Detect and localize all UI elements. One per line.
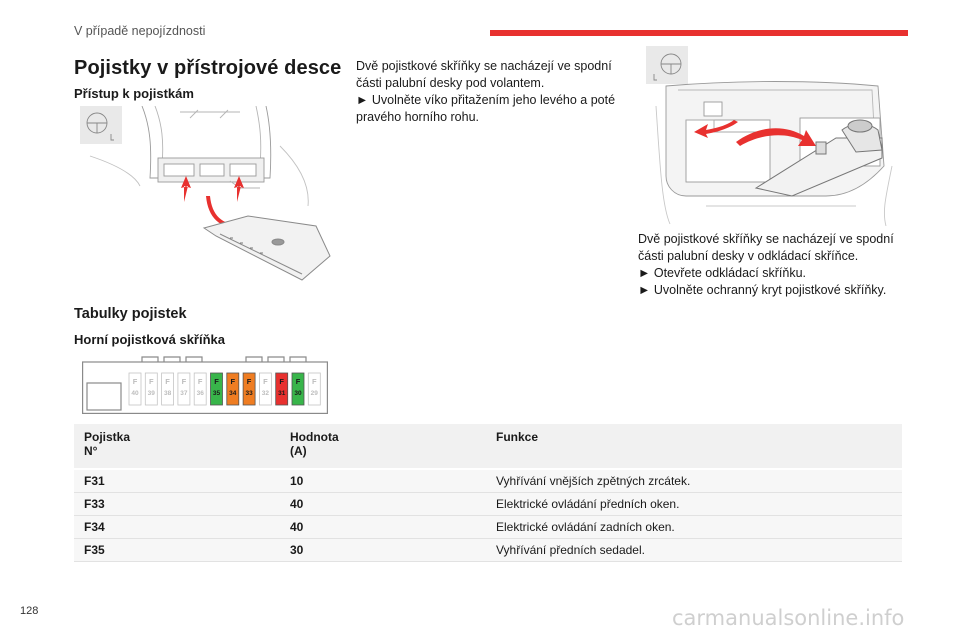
fuse-33 [243,373,255,405]
fuse-letter: F [214,377,219,386]
intro-line: ► Uvolněte víko přitažením jeho levého a poté [356,93,616,107]
fuse-29 [308,373,320,405]
fuse-number: 40 [131,390,139,397]
dashboard-fuse-cover-illustration [80,106,335,286]
fuse-number: 32 [261,390,270,397]
fuse-letter: F [149,377,154,386]
header-accent-bar [490,30,908,36]
fuse-31 [276,373,288,405]
header-line: Hodnota [290,430,339,444]
section-header: V případě nepojízdnosti [74,24,206,38]
fuse-letter: F [279,377,284,386]
cell-value: 10 [280,469,486,493]
header-fuse-no [74,424,280,469]
intro-line: části palubní desky pod volantem. [356,76,545,90]
fuse-30 [292,373,304,405]
header-value [280,424,486,469]
header-line: Pojistka [84,430,131,444]
fuse-34 [227,373,239,405]
cell-function: Vyhřívání vnějších zpětných zrcátek. [486,469,902,493]
table-row [74,493,902,516]
intro-line: Dvě pojistkové skříňky se nacházejí ve spodní [356,59,612,73]
page-title: Pojistky v přístrojové desce [74,57,342,79]
glovebox-line: ► Otevřete odkládací skříňku. [638,266,806,280]
cell-fuse: F31 [74,469,280,493]
intro-line: pravého horního rohu. [356,110,480,124]
fuse-letter: F [295,377,301,386]
fuse-letter: F [165,377,170,386]
table-row [74,469,902,493]
fuse-35 [211,373,223,405]
cell-fuse: F35 [74,539,280,562]
fuse-letter: F [197,377,203,386]
fuse-39 [145,373,157,405]
cell-function: Elektrické ovládání předních oken. [486,493,902,516]
cell-value: 40 [280,516,486,539]
cell-fuse: F33 [74,493,280,516]
fuse-table [74,424,902,562]
fuse-number: 36 [196,390,204,397]
watermark: carmanualsonline.info [672,606,905,630]
cell-value: 40 [280,493,486,516]
cell-value: 30 [280,539,486,562]
fuse-number: 39 [147,390,155,397]
fuse-number: 35 [212,390,221,397]
intro-paragraph [356,58,615,126]
cell-fuse: F34 [74,516,280,539]
table-header-row [74,424,902,469]
fuse-letter: F [312,377,317,386]
fuse-number: 30 [294,390,302,397]
fuse-number: 38 [163,390,172,397]
fuse-letter: F [263,377,268,386]
fuse-38 [162,373,174,405]
glovebox-line: ► Uvolněte ochranný kryt pojistkové skříňky. [638,283,887,297]
fuse-number: 29 [310,390,318,397]
fuse-letter: F [132,377,138,386]
glovebox-line: části palubní desky v odkládací skříňce. [638,249,859,263]
table-row [74,539,902,562]
fuse-number: 31 [278,390,286,397]
upper-fusebox-diagram [82,356,328,414]
fuse-number: 33 [245,390,253,397]
table-row [74,516,902,539]
header-line: (A) [290,444,307,458]
header-function [486,424,902,469]
access-heading: Přístup k pojistkám [74,86,194,101]
header-line: Funkce [496,430,539,444]
fuse-letter: F [230,377,236,386]
glovebox-paragraph [638,231,894,299]
fuse-32 [259,373,271,405]
cell-function: Vyhřívání předních sedadel. [486,539,902,562]
glovebox-fuse-cover-illustration [646,46,896,226]
fuse-36 [194,373,206,405]
fuse-number: 37 [180,390,188,397]
fuse-tables-heading: Tabulky pojistek [74,306,187,322]
fuse-number: 34 [229,390,237,397]
page-number: 128 [20,605,39,617]
cell-function: Elektrické ovládání zadních oken. [486,516,902,539]
upper-fusebox-heading: Horní pojistková skříňka [74,332,225,347]
fuse-37 [178,373,190,405]
fuse-40 [129,373,141,405]
header-line: N° [84,444,98,458]
fuse-letter: F [181,377,187,386]
glovebox-line: Dvě pojistkové skříňky se nacházejí ve spodní [638,232,894,246]
fuse-letter: F [246,377,252,386]
